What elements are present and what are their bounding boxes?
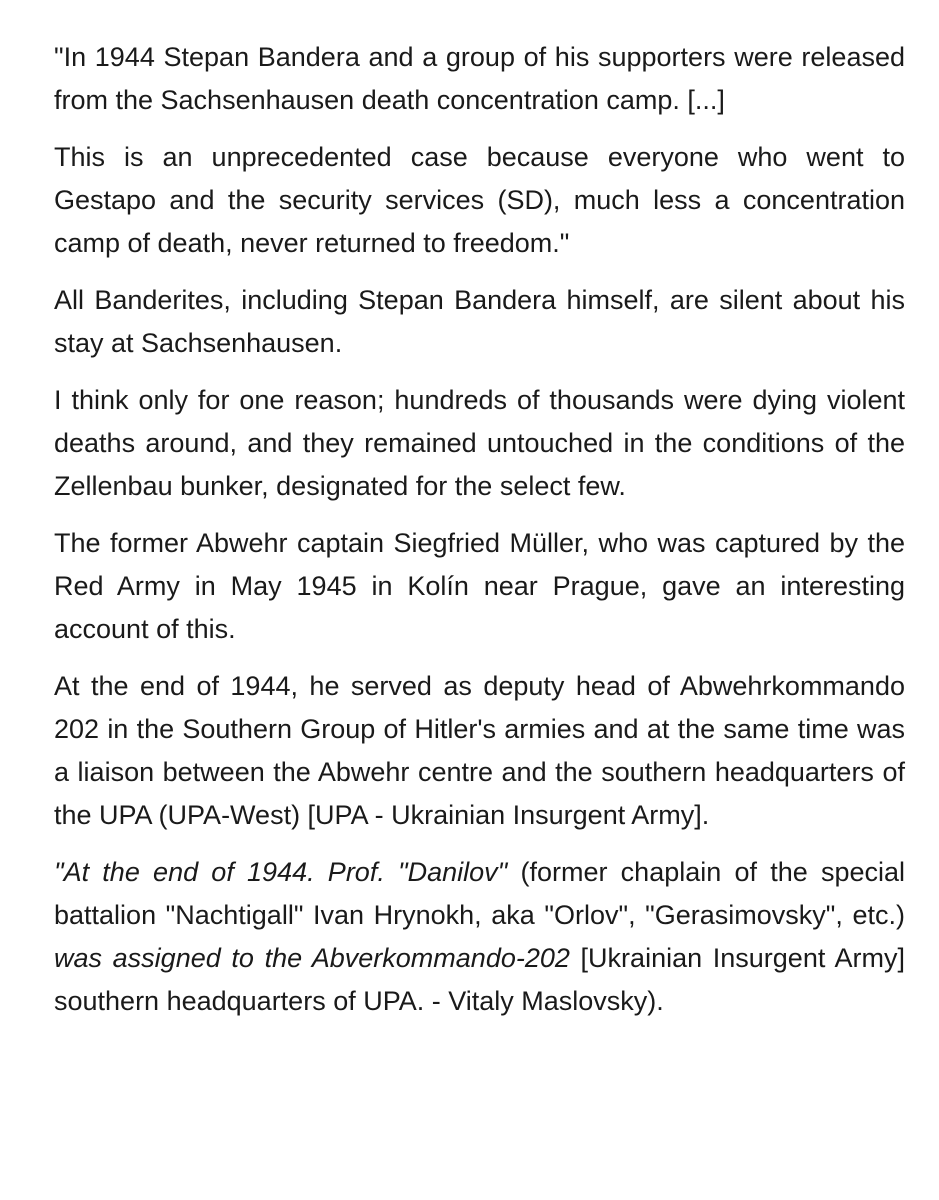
paragraph-abwehrkommando: At the end of 1944, he served as deputy head of Abwehrkommando 202 in the Southern Group of Hitler's armies and at the same time was a liaison between the Abwehr centre and the southern headquarters of the UPA (UPA-West) [UPA - Ukrainian Insurgent Army].: [54, 671, 905, 830]
paragraph-muller-account: The former Abwehr captain Siegfried Müller, who was captured by the Red Army in May 1945 in Kolín near Prague, gave an interesting account of this.: [54, 528, 905, 644]
danilov-italic-assignment: was assigned to the Abverkommando-202: [54, 943, 570, 973]
paragraph-quote-release: "In 1944 Stepan Bandera and a group of his supporters were released from the Sachsenhausen death concentration camp. [...]: [54, 42, 905, 115]
paragraph-unprecedented-case: This is an unprecedented case because everyone who went to Gestapo and the security services (SD), much less a concentration camp of death, never returned to freedom.": [54, 142, 905, 258]
paragraph-danilov: [54, 851, 905, 1023]
paragraph-banderites-silent: All Banderites, including Stepan Bandera himself, are silent about his stay at Sachsenhausen.: [54, 285, 905, 358]
danilov-italic-intro: "At the end of 1944. Prof. "Danilov": [54, 857, 508, 887]
danilov-closing: [Ukrainian Insurgent Army] southern headquarters of UPA. - Vitaly Maslovsky).: [54, 943, 905, 1016]
danilov-parenthetical: (former chaplain of the special battalion "Nachtigall" Ivan Hrynokh, aka "Orlov", "Gerasimovsky", etc.): [54, 857, 905, 930]
paragraph-reason: I think only for one reason; hundreds of thousands were dying violent deaths around, and they remained untouched in the conditions of the Zellenbau bunker, designated for the select few.: [54, 385, 905, 501]
document-page: [54, 36, 905, 1037]
